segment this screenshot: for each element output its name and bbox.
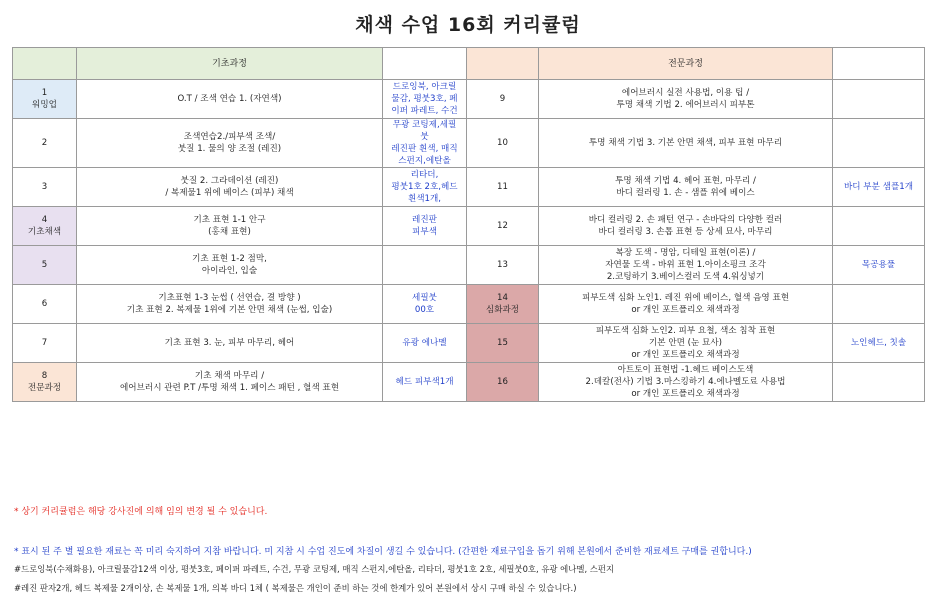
lesson-content-cell: 기초표현 1-3 눈썹 ( 선연습, 결 방향 ) 기초 표현 2. 복제물 1위에 기본 안면 채색 (눈썹, 입술)	[77, 285, 383, 324]
header-basic-materials	[383, 48, 467, 80]
header-basic-course: 기초과정	[77, 48, 383, 80]
lesson-content-cell: 기초 표현 1-2 점막, 아이라인, 입술	[77, 246, 383, 285]
curriculum-table	[12, 47, 925, 402]
materials-cell	[833, 363, 925, 402]
header-advanced-materials	[833, 48, 925, 80]
materials-cell: 드로잉북, 아크릴 물감, 평붓3호, 페 이퍼 파레트, 수건	[383, 80, 467, 119]
materials-cell: 무광 코팅제,세필 붓 레진판 흰색, 매직 스펀지,에탄올	[383, 119, 467, 168]
lesson-content-cell: 바디 컬러링 2. 손 패턴 연구 - 손바닥의 다양한 컬러 바디 컬러링 3. 손톱 표현 등 상세 묘사, 마무리	[539, 207, 833, 246]
materials-cell: 세필붓 00호	[383, 285, 467, 324]
lesson-content-cell: 기초 표현 1-1 안구 (홍채 표현)	[77, 207, 383, 246]
table-row	[13, 80, 925, 119]
materials-cell: 리타더, 평붓1호 2호,헤드 흰색1개,	[383, 168, 467, 207]
materials-list-2: #레진 판자2개, 헤드 복제물 2개이상, 손 복제물 1개, 의복 바디 1체 ( 복제물은 개인이 준비 하는 것에 한계가 있어 본원에서 상시 구매 하실 수 있습니다.)	[14, 583, 577, 593]
materials-list-1: #드로잉북(수채화용), 아크릴물감12색 이상, 평붓3호, 페이퍼 파레트, 수건, 무광 코팅제, 매직 스펀지,에탄올, 리타더, 평붓1호 2호, 세필붓0호, 유광 에나멜, 스펀지	[14, 564, 615, 574]
lesson-content-cell: 투명 채색 기법 3. 기본 안면 채색, 피부 표현 마무리	[539, 119, 833, 168]
session-cell: 14 심화과정	[467, 285, 539, 324]
materials-cell	[833, 285, 925, 324]
session-cell: 15	[467, 324, 539, 363]
materials-cell	[833, 119, 925, 168]
table-row	[13, 207, 925, 246]
session-cell: 7	[13, 324, 77, 363]
session-cell: 13	[467, 246, 539, 285]
session-cell: 4 기초채색	[13, 207, 77, 246]
lesson-content-cell: 아트토이 표현법 -1.헤드 베이스도색 2.데칼(전사) 기법 3.마스킹하기 4.에나멜도료 사용법 or 개인 포트폴리오 채색과정	[539, 363, 833, 402]
materials-cell: 목공용풀	[833, 246, 925, 285]
session-cell: 2	[13, 119, 77, 168]
lesson-content-cell: 조색연습2./피부색 조색/ 붓질 1. 물의 양 조절 (레진)	[77, 119, 383, 168]
materials-cell: 헤드 피부색1개	[383, 363, 467, 402]
lesson-content-cell: 붓질 2. 그라데이션 (레진) / 복제물1 위에 베이스 (피부) 채색	[77, 168, 383, 207]
session-cell: 3	[13, 168, 77, 207]
table-header-row	[13, 48, 925, 80]
materials-cell	[833, 207, 925, 246]
materials-cell	[383, 246, 467, 285]
session-cell: 9	[467, 80, 539, 119]
materials-cell: 유광 에나멜	[383, 324, 467, 363]
lesson-content-cell: 에어브러시 실전 사용법, 이용 팁 / 투명 채색 기법 2. 에어브러시 피부톤	[539, 80, 833, 119]
lesson-content-cell: O.T / 조색 연습 1. (자연색)	[77, 80, 383, 119]
session-cell: 1 워밍업	[13, 80, 77, 119]
materials-prep-notice: * 표시 된 주 별 필요한 재료는 꼭 미리 숙지하여 지참 바랍니다. 미 지참 시 수업 진도에 차질이 생길 수 있습니다. (간편한 재료구입을 돕기 위해 본원에서 준비한 재료세트 구매를 권합니다.)	[14, 547, 752, 557]
table-row	[13, 246, 925, 285]
session-cell: 6	[13, 285, 77, 324]
table-row	[13, 168, 925, 207]
materials-cell: 바디 부분 샘플1개	[833, 168, 925, 207]
materials-cell: 노인헤드, 칫솔	[833, 324, 925, 363]
lesson-content-cell: 기초 표현 3. 눈, 피부 마무리, 헤어	[77, 324, 383, 363]
session-cell: 11	[467, 168, 539, 207]
session-cell: 8 전문과정	[13, 363, 77, 402]
table-row	[13, 119, 925, 168]
session-cell: 10	[467, 119, 539, 168]
table-row	[13, 324, 925, 363]
session-cell: 16	[467, 363, 539, 402]
session-cell: 12	[467, 207, 539, 246]
table-row	[13, 363, 925, 402]
materials-cell: 레진판 피부색	[383, 207, 467, 246]
page-title: 채색 수업 16회 커리큘럼	[355, 14, 581, 36]
header-advanced-course: 전문과정	[539, 48, 833, 80]
lesson-content-cell: 투명 채색 기법 4. 헤어 표현, 마무리 / 바디 컬러링 1. 손 - 샘플 위에 베이스	[539, 168, 833, 207]
materials-cell	[833, 80, 925, 119]
session-cell: 5	[13, 246, 77, 285]
change-warning-note: * 상기 커리큘럼은 해당 강사진에 의해 임의 변경 될 수 있습니다.	[14, 507, 268, 517]
lesson-content-cell: 피부도색 심화 노인1. 레진 위에 베이스, 혈색 음영 표현 or 개인 포트폴리오 채색과정	[539, 285, 833, 324]
header-basic-spacer	[13, 48, 77, 80]
lesson-content-cell: 복장 도색 - 명암, 디테일 표현(이론) / 자연물 도색 - 바위 표현 1.아이소핑크 조각 2.코팅하기 3.베이스컬러 도색 4.워싱넣기	[539, 246, 833, 285]
lesson-content-cell: 기초 채색 마무리 / 에어브러시 관련 P.T /투명 채색 1. 페이스 패턴 , 혈색 표현	[77, 363, 383, 402]
lesson-content-cell: 피부도색 심화 노인2. 피부 요철, 색소 침착 표현 기본 안면 (눈 묘사) or 개인 포트폴리오 채색과정	[539, 324, 833, 363]
header-advanced-spacer	[467, 48, 539, 80]
table-row	[13, 285, 925, 324]
